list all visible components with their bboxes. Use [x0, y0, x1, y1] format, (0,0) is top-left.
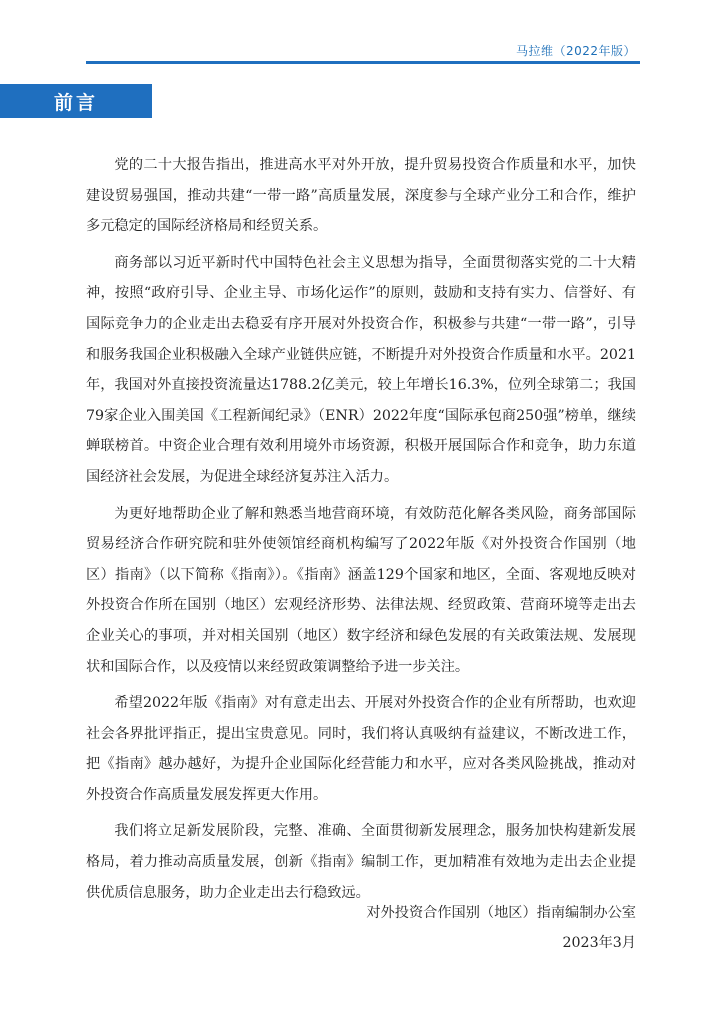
section-tab	[0, 84, 152, 118]
signature-date: 2023年3月	[562, 935, 636, 951]
signature-office: 对外投资合作国别（地区）指南编制办公室	[366, 905, 636, 921]
paragraph: 希望2022年版《指南》对有意走出去、开展对外投资合作的企业有所帮助，也欢迎社会各界批评指正，提出宝贵意见。同时，我们将认真吸纳有益建议，不断改进工作，把《指南》越办越好，为提升企业国际化经营能力和水平，应对各类风险挑战，推动对外投资合作高质量发展发挥更大作用。	[86, 695, 636, 803]
paragraph: 商务部以习近平新时代中国特色社会主义思想为指导，全面贯彻落实党的二十大精神，按照“政府引导、企业主导、市场化运作”的原则，鼓励和支持有实力、信誉好、有国际竞争力的企业走出去稳妥有序开展对外投资合作，积极参与共建“一带一路”，引导和服务我国企业积极融入全球产业链供应链，不断提升对外投资合作质量和水平。2021年，我国对外直接投资流量达1788.2亿美元，较上年增长16.3%，位列全球第二；我国79家企业入围美国《工程新闻纪录》（ENR）2022年度“国际承包商250强”榜单，继续蝉联榜首。中资企业合理有效利用境外市场资源，积极开展国际合作和竞争，助力东道国经济社会发展，为促进全球经济复苏注入活力。	[86, 254, 636, 485]
section-title: 前言	[53, 91, 98, 114]
header-title: 马拉维（2022年版）	[515, 44, 636, 58]
signature	[366, 898, 636, 958]
paragraph: 党的二十大报告指出，推进高水平对外开放，提升贸易投资合作质量和水平，加快建设贸易强国，推动共建“一带一路”高质量发展，深度参与全球产业分工和合作，维护多元稳定的国际经济格局和经贸关系。	[86, 157, 636, 235]
paragraph: 我们将立足新发展阶段，完整、准确、全面贯彻新发展理念，服务加快构建新发展格局，着力推动高质量发展，创新《指南》编制工作，更加精准有效地为走出去企业提供优质信息服务，助力企业走出去行稳致远。	[86, 823, 636, 901]
header-rule	[86, 61, 640, 64]
preface-body	[86, 150, 636, 914]
paragraph: 为更好地帮助企业了解和熟悉当地营商环境，有效防范化解各类风险，商务部国际贸易经济合作研究院和驻外使领馆经商机构编写了2022年版《对外投资合作国别（地区）指南》（以下简称《指南》）。《指南》涵盖129个国家和地区，全面、客观地反映对外投资合作所在国别（地区）宏观经济形势、法律法规、经贸政策、营商环境等走出去企业关心的事项，并对相关国别（地区）数字经济和绿色发展的有关政策法规、发展现状和国际合作，以及疫情以来经贸政策调整给予进一步关注。	[86, 505, 636, 675]
